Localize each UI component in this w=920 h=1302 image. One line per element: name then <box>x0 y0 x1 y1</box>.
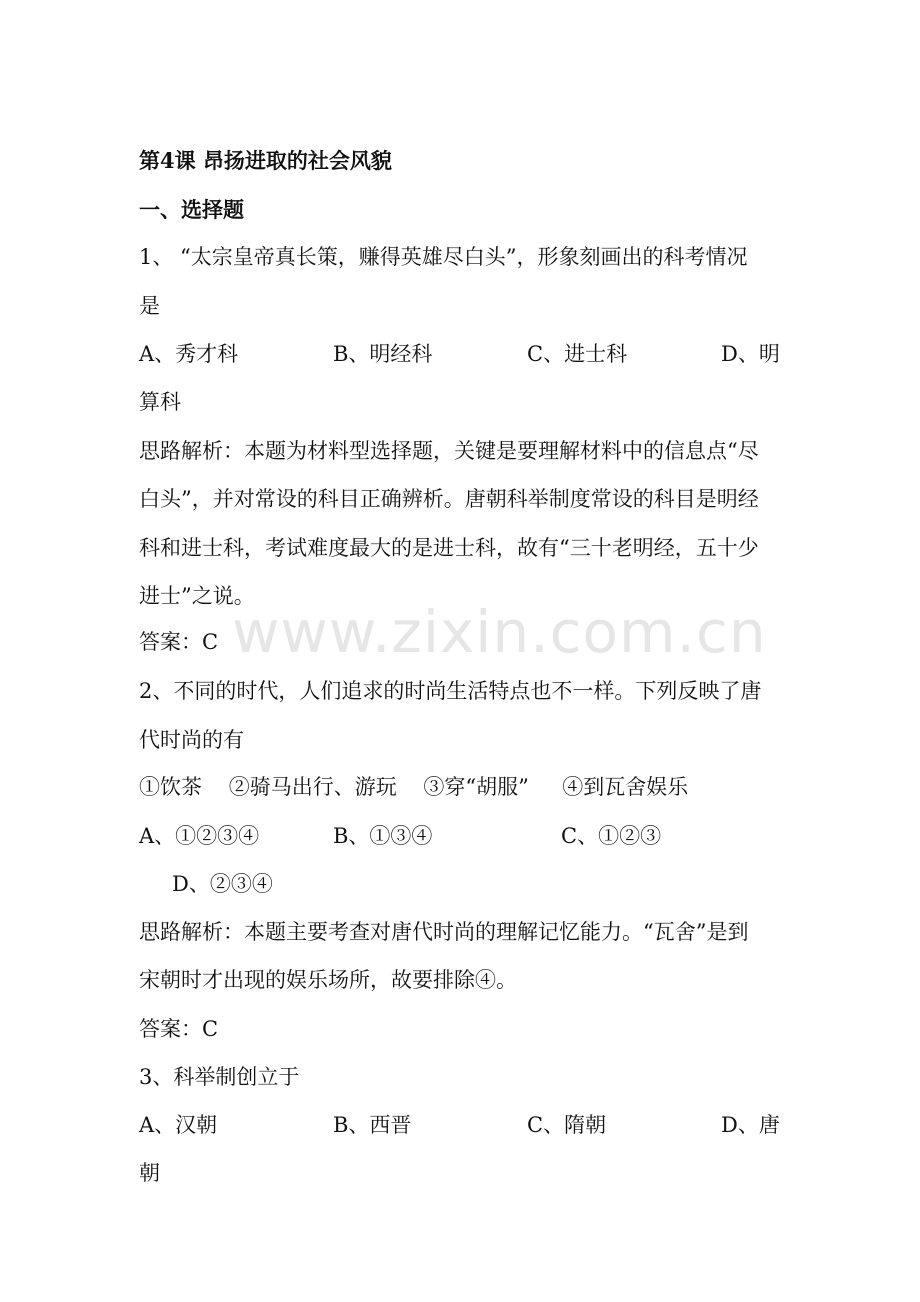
q3-option-d: D、唐 <box>721 1113 780 1137</box>
q1-option-d-continued: 算科 <box>139 390 181 414</box>
q1-analysis-line-2: 白头”，并对常设的科目正确辨析。唐朝科举制度常设的科目是明经 <box>139 487 759 511</box>
q1-option-d: D、明 <box>721 342 780 366</box>
q1-answer: 答案：C <box>139 630 219 654</box>
lesson-title: 第4课 昂扬进取的社会风貌 <box>139 148 392 173</box>
q2-option-a: A、①②③④ <box>139 824 260 848</box>
q1-option-c: C、进士科 <box>527 342 628 366</box>
watermark: www.zixin.com.cn <box>232 598 767 666</box>
q3-option-b: B、西晋 <box>333 1113 412 1137</box>
q1-stem-line-2: 是 <box>139 294 160 318</box>
q1-analysis-line-1: 思路解析：本题为材料型选择题，关键是要理解材料中的信息点“尽 <box>139 439 759 463</box>
q2-option-c: C、①②③ <box>561 824 662 848</box>
q3-option-c: C、隋朝 <box>527 1113 607 1137</box>
q1-option-a: A、秀才科 <box>139 342 239 366</box>
q2-analysis-line-2: 宋朝时才出现的娱乐场所，故要排除④。 <box>139 968 517 992</box>
q3-option-d-continued: 朝 <box>139 1161 160 1185</box>
q1-analysis-line-3: 科和进士科，考试难度最大的是进士科，故有“三十老明经，五十少 <box>139 536 759 560</box>
section-heading: 一、选择题 <box>139 197 244 222</box>
q2-stem-line-2: 代时尚的有 <box>139 728 244 752</box>
q2-option-b: B、①③④ <box>333 824 433 848</box>
q3-stem: 3、科举制创立于 <box>139 1065 300 1089</box>
q2-answer: 答案：C <box>139 1017 219 1041</box>
q1-option-b: B、明经科 <box>333 342 433 366</box>
q1-analysis-line-4: 进士”之说。 <box>139 584 255 608</box>
q2-option-d: D、②③④ <box>172 872 273 896</box>
q2-items: ①饮茶 ②骑马出行、游玩 ③穿“胡服” ④到瓦舍娱乐 <box>139 775 689 799</box>
q1-stem-line-1: 1、 “太宗皇帝真长策，赚得英雄尽白头”，形象刻画出的科考情况 <box>139 245 748 269</box>
q3-option-a: A、汉朝 <box>139 1113 218 1137</box>
q2-analysis-line-1: 思路解析：本题主要考查对唐代时尚的理解记忆能力。“瓦舍”是到 <box>139 920 749 944</box>
q2-stem-line-1: 2、不同的时代，人们追求的时尚生活特点也不一样。下列反映了唐 <box>139 679 762 703</box>
